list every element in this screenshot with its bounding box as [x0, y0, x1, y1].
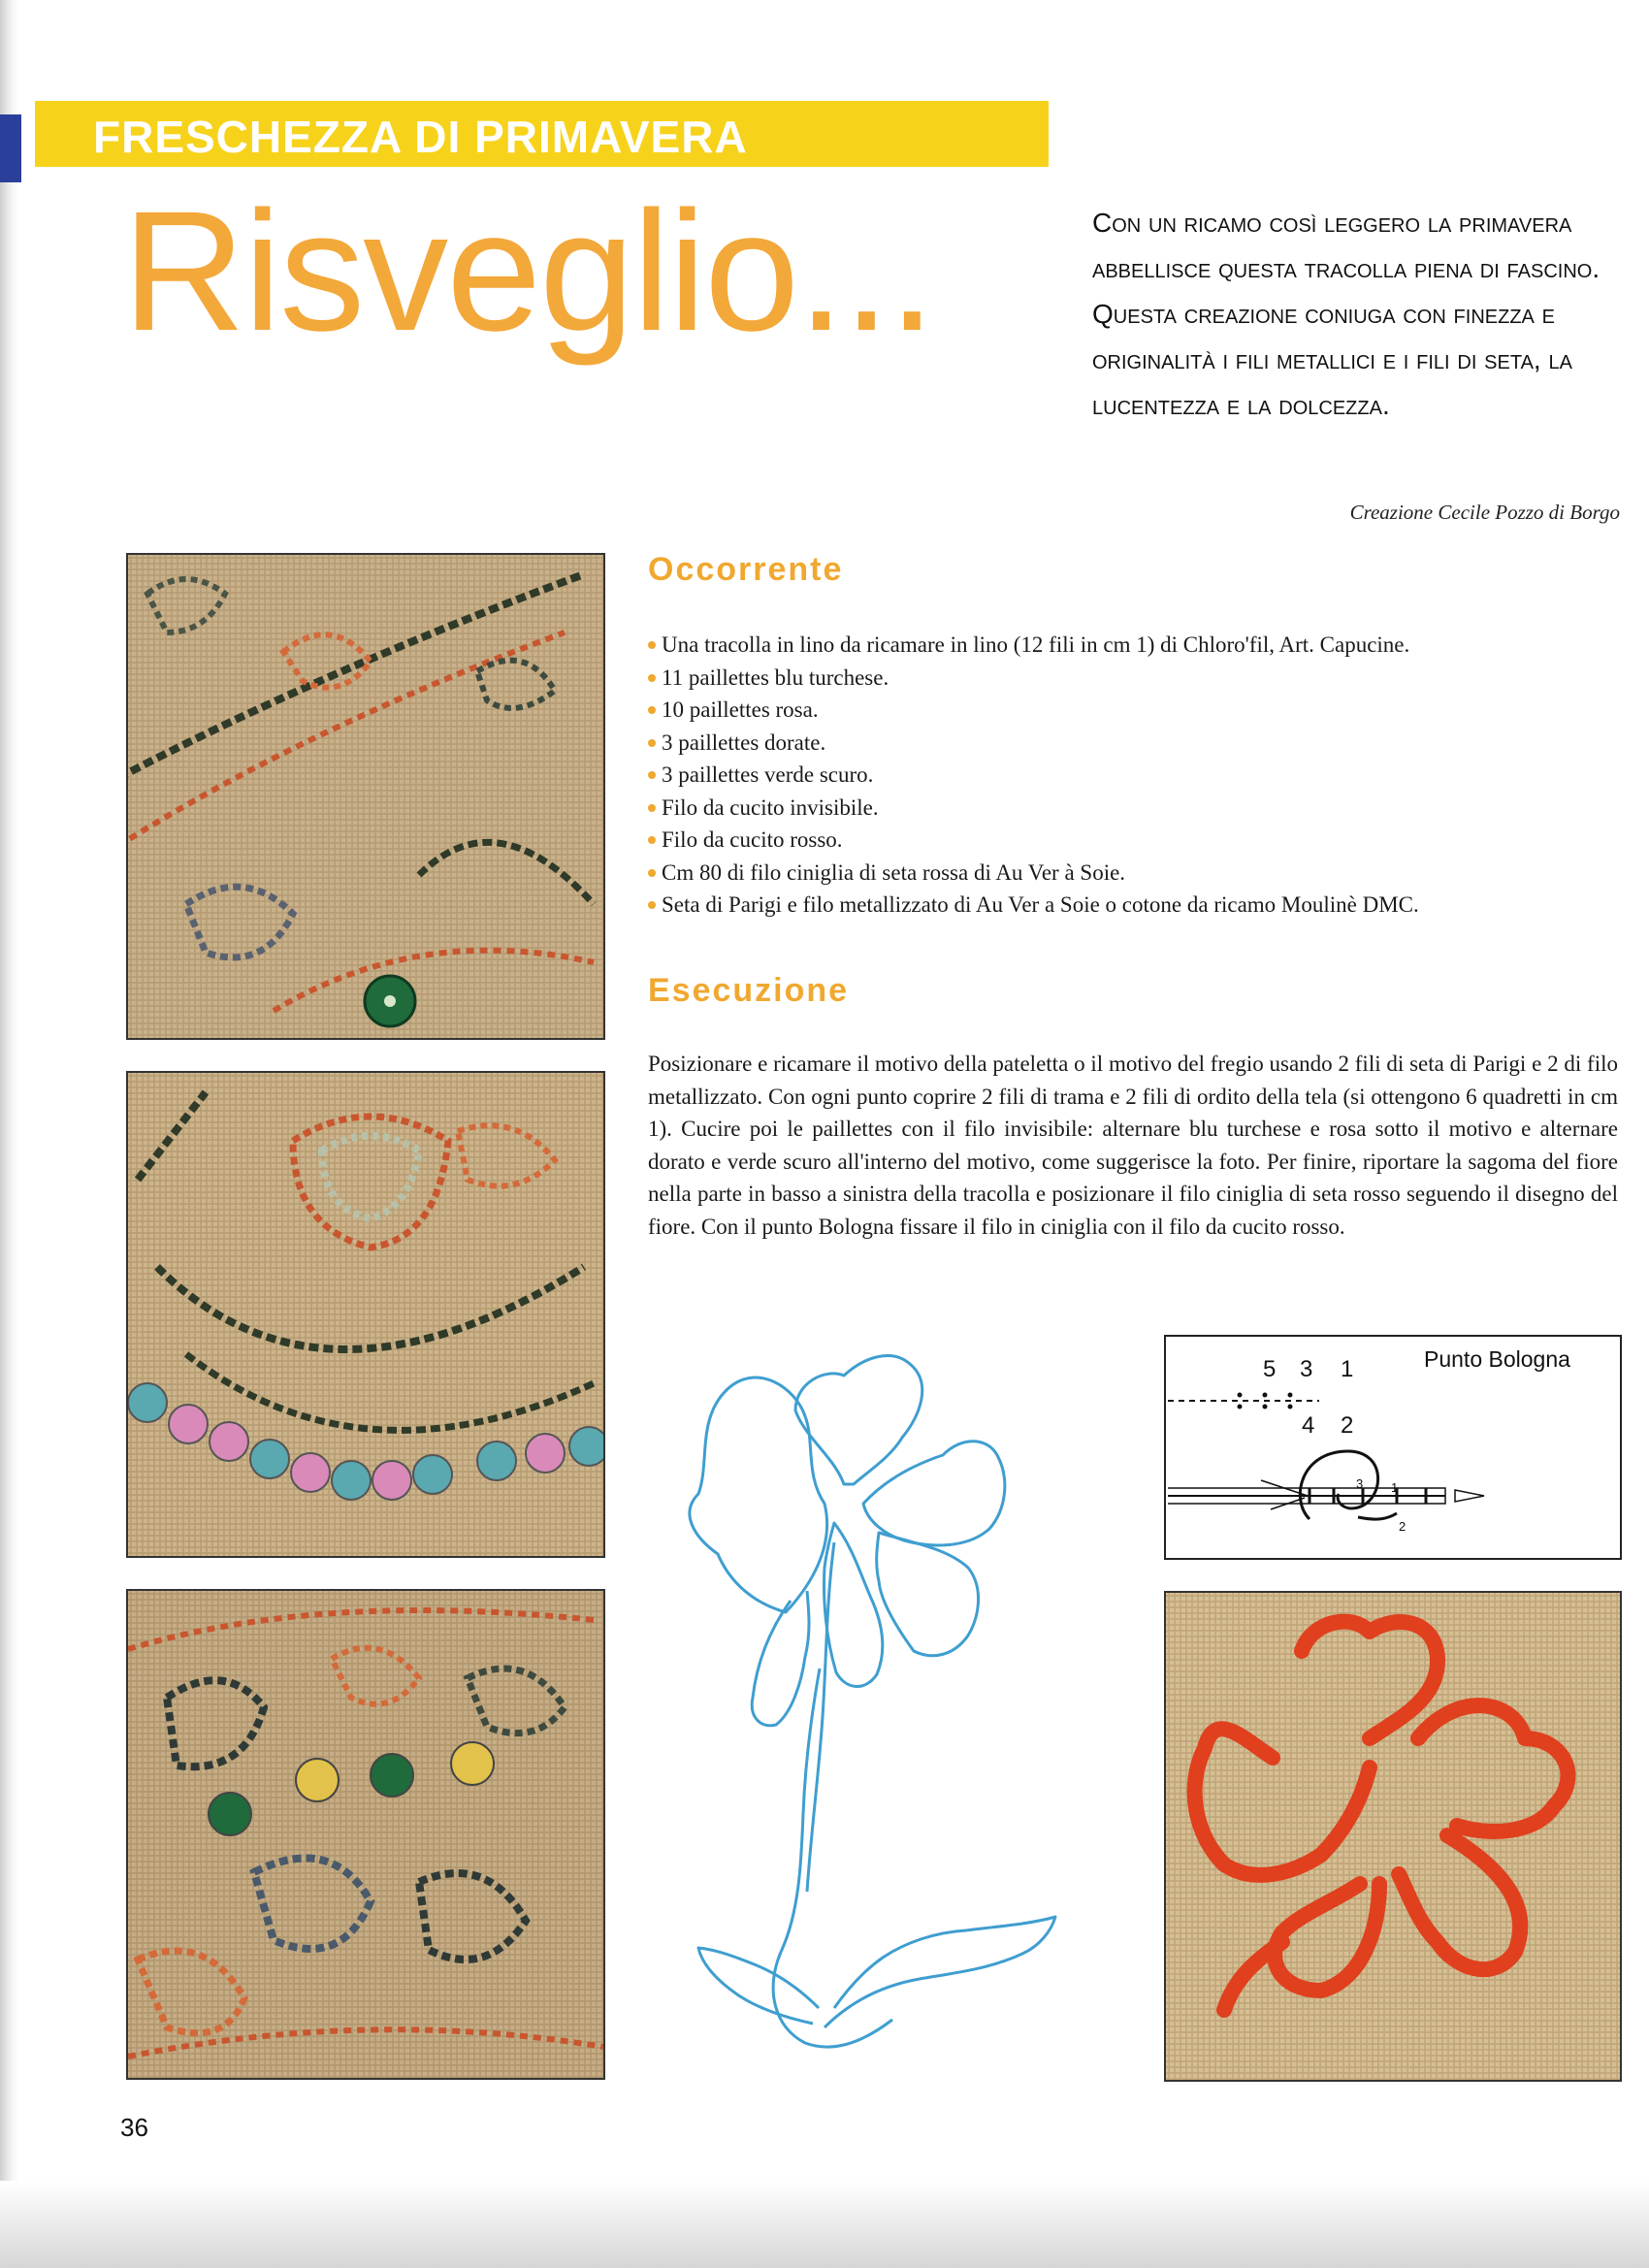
- page-number: 36: [120, 2113, 148, 2142]
- embroidery-photo-2: [126, 1071, 605, 1558]
- needle-label: 3: [1356, 1476, 1364, 1491]
- list-item: 3 paillettes dorate.: [648, 727, 1618, 760]
- diagram-number: 3: [1300, 1356, 1313, 1382]
- list-item: 11 paillettes blu turchese.: [648, 662, 1618, 695]
- list-item: 10 paillettes rosa.: [648, 694, 1618, 727]
- diagram-number: 5: [1263, 1356, 1277, 1382]
- list-item: Una tracolla in lino da ricamare in lino (12 fili in cm 1) di Chloro'fil, Art. Capucine.: [648, 629, 1618, 662]
- stitch-diagram-drawing: [1164, 1335, 1618, 1556]
- chenille-flower-photo: [1164, 1591, 1622, 2082]
- diagram-number: 2: [1341, 1412, 1354, 1439]
- list-item: Cm 80 di filo ciniglia di seta rossa di Au Ver à Soie.: [648, 857, 1618, 890]
- diagram-number: 4: [1302, 1412, 1315, 1439]
- banner-title: FRESCHEZZA DI PRIMAVERA: [93, 112, 748, 162]
- flower-outline-pattern: [660, 1348, 1077, 2076]
- list-item: Seta di Parigi e filo metallizzato di Au Ver a Soie o cotone da ricamo Moulinè DMC.: [648, 889, 1618, 922]
- list-item: 3 paillettes verde scuro.: [648, 759, 1618, 792]
- esecuzione-text: Posizionare e ricamare il motivo della pateletta o il motivo del fregio usando 2 fili di seta di Parigi e 2 di filo metallizzato. Con ogni punto coprire 2 fili di trama e 2 fili di ordito della tela (si ottengono 6 quadretti in cm 1). Cucire poi le paillettes con il filo invisibile: alternare blu turchese e rosa sotto il motivo e alternare dorato e verde scuro all'interno del motivo, come suggerisce la foto. Per finire, riportare la sagoma del fiore nella parte in basso a sinistra della tracolla e posizionare il filo ciniglia di seta rosso seguendo il disegno del fiore. Con il punto Bologna fissare il filo in ciniglia con il filo da cucito rosso.: [648, 1052, 1618, 1239]
- page-spine-shadow: [0, 0, 19, 2268]
- page-title: Risveglio...: [122, 177, 934, 367]
- occorrente-heading: Occorrente: [648, 551, 844, 588]
- needle-label: 2: [1399, 1519, 1406, 1534]
- credit-line: Creazione Cecile Pozzo di Borgo: [1349, 501, 1620, 524]
- intro-text: Con un ricamo così leggero la primavera abbellisce questa tracolla piena di fascino. Questa creazione coniuga con finezza e originalità i fili metallici e i fili di seta, la lucentezza e la dolcezza.: [1092, 208, 1600, 420]
- list-item: Filo da cucito rosso.: [648, 824, 1618, 857]
- embroidery-photo-1: [126, 553, 605, 1040]
- needle-label: 1: [1391, 1480, 1399, 1495]
- diagram-number: 1: [1341, 1356, 1354, 1382]
- esecuzione-heading: Esecuzione: [648, 972, 850, 1009]
- embroidery-photo-3: [126, 1589, 605, 2080]
- list-item: Filo da cucito invisibile.: [648, 792, 1618, 825]
- scan-bottom-shade: [0, 2181, 1649, 2268]
- diagram-title: Punto Bologna: [1424, 1346, 1570, 1372]
- spine-tab: [0, 114, 21, 182]
- materials-list: [648, 629, 1618, 922]
